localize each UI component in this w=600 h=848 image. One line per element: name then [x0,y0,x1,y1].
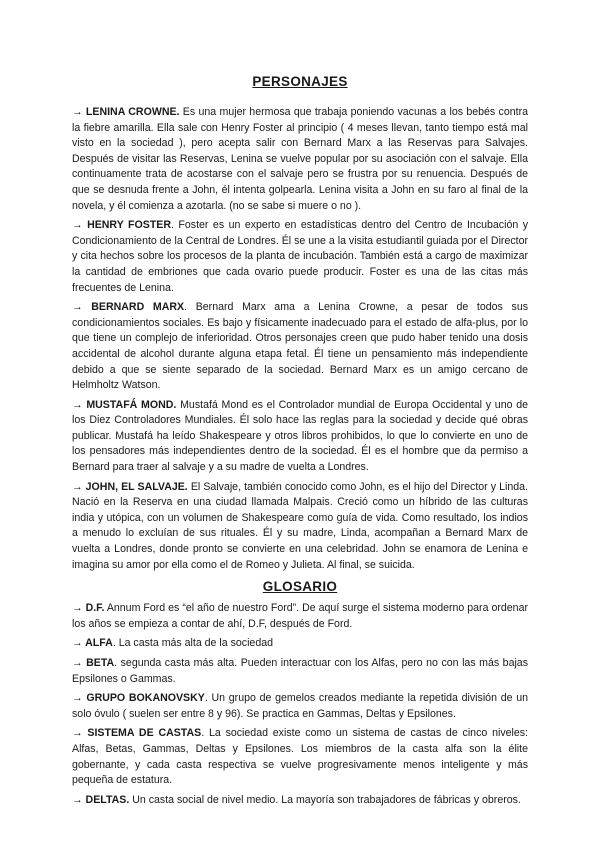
entry-df [72,601,528,632]
entry-text: . La casta más alta de la sociedad [112,637,273,650]
entry-text: Mustafá Mond es el Controlador mundial de Europa Occidental y uno de los Diez Controladores Mundiales. Él solo hace las reglas para la sociedad y decide qué obras publicar. Mustafá ha leído Shakespeare y otros libros prohibidos, lo que lo convierte en uno de los pensadores más independientes dentro de la sociedad. Él es el hombre que da permiso a Bernard para traer al salvaje y a su madre de vuelta a Londres. [72,398,528,474]
entry-text: Annum Ford es “el año de nuestro Ford”. De aquí surge el sistema moderno para ordenar los años se empieza a contar de ahí, D.F, después de Ford. [72,602,528,630]
entry-lenina-crowne [72,105,528,214]
entry-mustafa-mond [72,398,528,476]
entry-john-el-salvaje [72,480,528,574]
glosario-list [72,601,528,808]
entry-deltas [72,793,528,809]
entry-term: → SISTEMA DE CASTAS [72,727,202,740]
entry-sistema-de-castas [72,726,528,788]
entry-text: . segunda casta más alta. Pueden interactuar con los Alfas, pero no con las más bajas Epsilones o Gammas. [72,657,528,685]
entry-text: Es una mujer hermosa que trabaja poniendo vacunas a los bebés contra la fiebre amarilla. Ella sale con Henry Foster al principio ( 4 meses llevan, tanto tiempo está mal visto en la sociedad ), pero acepta salir con Bernard Marx a las Reservas para Salvajes. Después de visitar las Reservas, Lenina se vuelve popular por su asociación con el salvaje. Ella continuamente trata de acostarse con el salvaje pero se frustra por su renuencia. Después de que se desnuda frente a John, él intenta golpearla. Lenina visita a John en su faro al final de la novela, y él comienza a azotarla. (no se sabe si muere o no ). [72,106,528,212]
section-title-personajes: PERSONAJES [252,74,348,89]
entry-term: → BERNARD MARX [72,301,185,314]
section-title-glosario: GLOSARIO [262,579,338,595]
entry-term: → BETA [72,657,115,669]
entry-grupo-bokanovsky [72,691,528,722]
entry-term: → LENINA CROWNE. [72,106,180,118]
entry-text: . Un grupo de gemelos creados mediante la repetida división de un solo óvulo ( suelen ser entre 8 y 96). Se practica en Gammas, Deltas y Epsilones. [72,692,528,720]
entry-alfa [72,636,528,652]
entry-term: → JOHN, EL SALVAJE. [72,480,188,493]
entry-text: . La sociedad existe como un sistema de castas de cinco niveles: Alfas, Betas, Gammas, Deltas y Epsilones. Los miembros de la casta alfa son la élite gobernante, y cada casta respectiva se vuelve progresivamente menos inteligente y más pequeña de estatura. [72,727,528,787]
entry-beta [72,656,528,687]
entry-term: → D.F. [72,602,105,615]
entry-henry-foster [72,218,528,296]
entry-term: → ALFA [72,637,113,650]
personajes-list [72,105,528,573]
entry-text: El Salvaje, también conocido como John, es el hijo del Director y Linda. Nació en la Reserva en una ciudad llamada Malpais. Creció como un híbrido de las culturas india y utópica, con un volumen de Shakespeare como guía de vida. Como resultado, los indios a menudo lo excluían de sus rituales. Él y su madre, Linda, acompañan a Bernard Marx de vuelta a Londres, donde pronto se convierte en una celebridad. John se enamora de Lenina e imagina su amor por ella como el de Romeo y Julieta. Al final, se suicida. [72,480,528,571]
entry-text: . Foster es un experto en estadísticas dentro del Centro de Incubación y Condicionamiento de la Central de Londres. Él se une a la visita estudiantil guiada por el Director y cita hechos sobre los procesos de la planta de incubación. También está a cargo de maximizar la cantidad de embriones que cada ovario puede producir. Foster es una de las citas más frecuentes de Lenina. [72,219,528,294]
entry-text: Un casta social de nivel medio. La mayoría son trabajadores de fábricas y obreros. [129,793,521,806]
entry-text: . Bernard Marx ama a Lenina Crowne, a pesar de todos sus condicionamientos sociales. Es bajo y físicamente inadecuado para el estado de alfa-plus, por lo que tiene un complejo de inferioridad. Otros personajes creen que pudo haber tenido una dosis accidental de alcohol durante alguna etapa fetal. Él tiene un pensamiento más independiente debido a que se siente separado de la sociedad. Bernard Marx es un amigo cercano de Helmholtz Watson. [72,301,529,392]
entry-term: → HENRY FOSTER [72,219,172,232]
entry-term: → GRUPO BOKANOVSKY [72,692,205,705]
entry-term: → DELTAS. [72,793,130,806]
entry-bernard-marx [72,300,528,394]
entry-term: → MUSTAFÁ MOND. [72,398,177,411]
